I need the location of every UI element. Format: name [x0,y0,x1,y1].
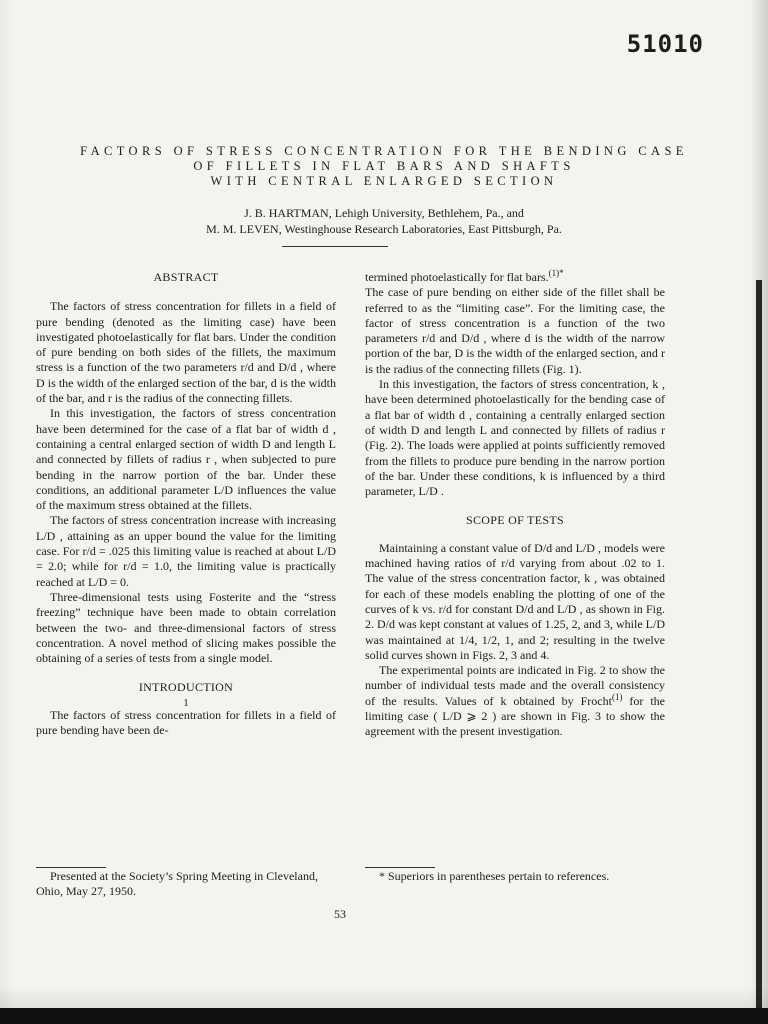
scope-heading: SCOPE OF TESTS [465,513,564,528]
scan-binding-shadow [756,280,762,1010]
scan-bottom-edge [0,1008,768,1024]
footnote-rule [365,867,435,868]
abstract-paragraph-4: Three-dimensional tests using Fosterite and the “stress freezing” technique have been made to obtain correlation between the two- and three-dimensional factors of stress concentration. A novel method of slicing makes possible the obtaining of a series of tests from a single model. [36,589,336,666]
scope-paragraph-2 [365,663,665,739]
frocht-superscript: (1) [611,691,623,702]
author-line-2: M. M. LEVEN, Westinghouse Research Laboratories, East Pittsburgh, Pa. [206,222,562,236]
abstract-heading: ABSTRACT [153,270,219,284]
title-line-1: FACTORS OF STRESS CONCENTRATION FOR THE BENDING CASE [80,144,688,158]
introduction-heading: INTRODUCTION [138,680,234,695]
left-column [36,270,336,738]
superiors-footnote [365,867,665,884]
scan-left-margin [0,0,14,1024]
footnote-rule [36,867,106,868]
document-number: 51010 [626,30,704,58]
superiors-footnote-text: * Superiors in parentheses pertain to references. [379,869,610,883]
continued-text: termined photoelastically for flat bars. [365,270,549,284]
abstract-paragraph-2: In this investigation, the factors of stress concentration have been determined for the case of a flat bar of width d , containing a central enlarged section of width D and length L and connected by fillets of radius r , when subjected to pure bending in the narrow portion of the bar. Under these conditions, an additional parameter L/D influences the value of the maximum stress obtained at the fillets. [36,406,336,513]
introduction-mark: 1 [183,696,189,709]
scope-paragraph-2-text: The experimental points are indicated in Fig. 2 to show the number of individual tests made and the overall consistency of the results. Values of k obtained by Frocht [365,663,665,708]
abstract-paragraph-3: The factors of stress concentration increase with increasing L/D , attaining as an upper bound the value for the limiting case. For r/d = .025 this limiting value is reached at about L/D = 2.0; while for r/d = 1.0, the limiting value is practically reached at L/D = 0. [36,513,336,589]
investigation-paragraph: In this investigation, the factors of stress concentration, k , have been determined photoelastically for the bending case of a flat bar of width d , containing a centrally enlarged section of width D and length L and connected by fillets of radius r (Fig. 2). The loads were applied at points sufficiently removed from the fillets to produce pure bending in the narrow portion of the bar. Under these conditions, k is influenced by a third parameter, L/D . [365,377,665,499]
continued-paragraph [365,270,665,285]
limiting-case-paragraph: The case of pure bending on either side of the fillet shall be referred to as the “limiting case”. For the limiting case, the factor of stress concentration is a function of the two parameters r/d and D/d , where d is the width of the narrow portion of the bar, D is the width of the enlarged section, and r is the radius of the connecting fillets (Fig. 1). [365,285,665,376]
introduction-paragraph: The factors of stress concentration for fillets in a field of pure bending have been de- [36,707,336,738]
presentation-footnote-text: Presented at the Society’s Spring Meeting in Cleveland, Ohio, May 27, 1950. [36,869,318,898]
abstract-paragraph-1: The factors of stress concentration for fillets in a field of pure bending (denoted as the limiting case) have been investigated photoelastically for flat bars. Under the condition of pure bending on both sides of the fillets, the maximum stress is a function of the two parameters r/d and D/d , where D is the width of the enlarged section of the bar, d is the width of the bar, and r is the radius of the connecting fillets. [36,299,336,406]
scope-paragraph-2-tail: for the limiting case ( L/D ⩾ 2 ) are shown in Fig. 3 to show the agreement with the present investigation. [365,693,665,739]
author-line-1: J. B. HARTMAN, Lehigh University, Bethlehem, Pa., and [244,206,524,220]
presentation-footnote [36,867,336,899]
title-line-3: WITH CENTRAL ENLARGED SECTION [210,174,558,188]
title-line-2: OF FILLETS IN FLAT BARS AND SHAFTS [193,159,575,173]
title-divider [282,246,388,247]
page-number: 53 [334,907,346,921]
scope-paragraph-1: Maintaining a constant value of D/d and L/D , models were machined having ratios of r/d varying from about .02 to 1. The value of the stress concentration factor, k , was obtained for each of these models enabling the plotting of one of the curves of k vs. r/d for constant D/d and L/D , as shown in Fig. 2. D/d was kept constant at values of 1.25, 2, and 3, while L/D was maintained at 1/4, 1/2, 1, and 2; resulting in the twelve solid curves shown in Figs. 2, 3 and 4. [365,540,665,662]
paper-title [30,144,738,189]
right-column [365,270,665,740]
scan-bottom-shadow [0,986,768,1008]
author-block [30,205,738,237]
reference-superscript: (1)* [548,268,564,278]
